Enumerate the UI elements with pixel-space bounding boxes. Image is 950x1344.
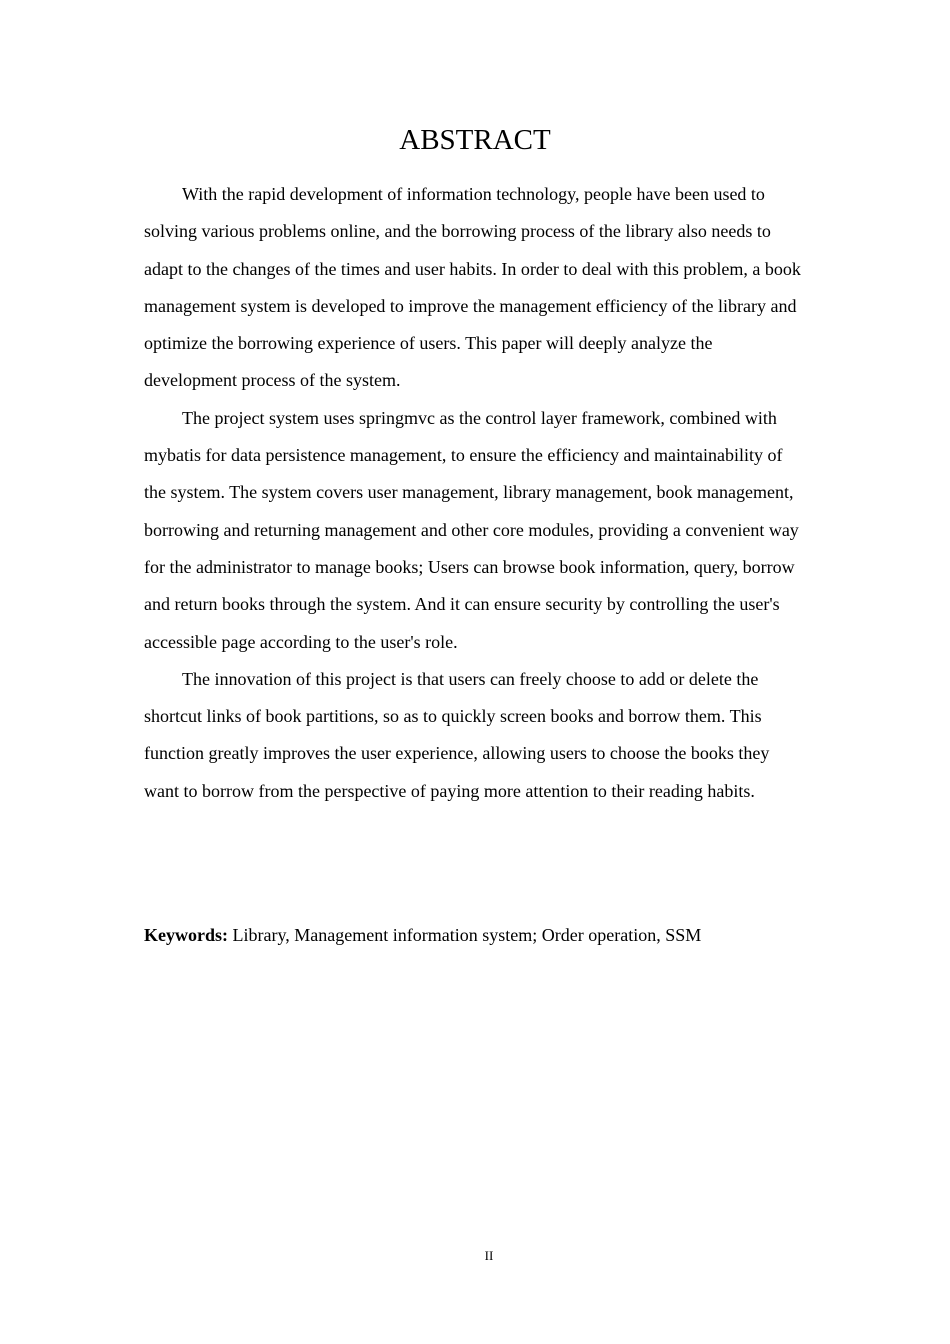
abstract-title: ABSTRACT <box>399 124 551 156</box>
abstract-paragraph-2: The project system uses springmvc as the control layer framework, combined with mybatis for data persistence management, to ensure the efficiency and maintainability of the system. The system covers user management, library management, book management, borrowing and returning management and other core modules, providing a convenient way for the administrator to manage books; Users can browse book information, query, borrow and return books through the system. And it can ensure security by controlling the user's accessible page according to the user's role. <box>144 407 799 652</box>
abstract-paragraph-1: With the rapid development of information technology, people have been used to solving various problems online, and the borrowing process of the library also needs to adapt to the changes of the times and user habits. In order to deal with this problem, a book management system is developed to improve the management efficiency of the library and optimize the borrowing experience of users. This paper will deeply analyze the development process of the system. <box>144 184 801 391</box>
keywords-line <box>144 917 808 954</box>
abstract-body <box>144 176 808 810</box>
keywords-value: Library, Management information system; Order operation, SSM <box>228 925 702 945</box>
page-number: II <box>484 1248 494 1263</box>
keywords-label: Keywords: <box>144 925 228 945</box>
abstract-paragraph-3: The innovation of this project is that users can freely choose to add or delete the shortcut links of book partitions, so as to quickly screen books and borrow them. This function greatly improves the user experience, allowing users to choose the books they want to borrow from the perspective of paying more attention to their reading habits. <box>144 668 770 801</box>
